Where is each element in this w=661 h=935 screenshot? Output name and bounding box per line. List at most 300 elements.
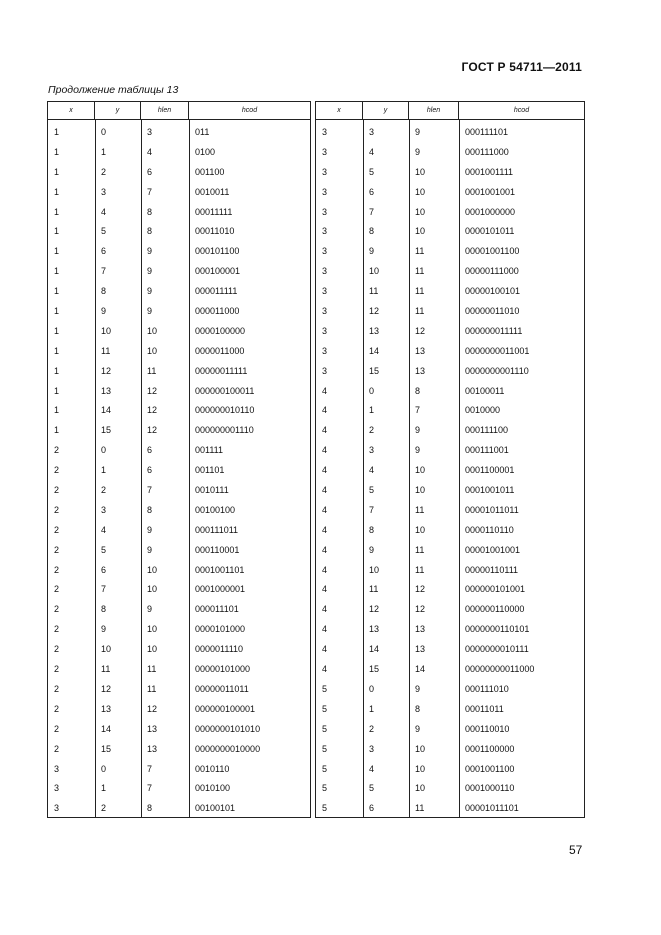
cell-hcod: 00000000011000 <box>465 664 535 675</box>
cell-x: 1 <box>54 186 60 197</box>
cell-hlen: 10 <box>147 325 158 336</box>
table-row <box>316 580 584 600</box>
cell-x: 3 <box>322 246 328 257</box>
cell-hcod: 0001100001 <box>465 465 515 476</box>
cell-hlen: 6 <box>147 465 153 476</box>
table-header-right <box>316 102 584 120</box>
cell-x: 2 <box>54 664 60 675</box>
cell-hlen: 8 <box>415 385 421 396</box>
table-row <box>316 183 584 203</box>
cell-hcod: 0001100000 <box>465 743 515 754</box>
cell-y: 1 <box>369 405 375 416</box>
cell-hcod: 00100101 <box>195 803 236 814</box>
cell-hlen: 11 <box>415 803 425 814</box>
cell-y: 14 <box>101 405 112 416</box>
cell-hcod: 000000001110 <box>195 425 254 436</box>
cell-x: 1 <box>54 266 60 277</box>
cell-x: 2 <box>54 465 60 476</box>
cell-x: 5 <box>322 783 328 794</box>
cell-hcod: 0001000110 <box>465 783 515 794</box>
cell-x: 4 <box>322 624 328 635</box>
cell-hlen: 10 <box>415 783 426 794</box>
cell-y: 0 <box>101 445 107 456</box>
cell-hlen: 8 <box>147 504 153 515</box>
cell-x: 2 <box>54 485 60 496</box>
table-row <box>316 680 584 700</box>
cell-hlen: 10 <box>415 485 426 496</box>
cell-hcod: 0000000010000 <box>195 743 261 754</box>
table-row <box>48 779 310 799</box>
cell-x: 4 <box>322 405 328 416</box>
table-row <box>316 700 584 720</box>
cell-hcod: 00000100101 <box>465 286 521 297</box>
cell-y: 0 <box>101 127 107 137</box>
cell-hcod: 00100100 <box>195 504 236 515</box>
table-row <box>316 421 584 441</box>
cell-hlen: 14 <box>415 664 426 675</box>
cell-hcod: 00001011101 <box>465 803 519 814</box>
cell-hlen: 10 <box>147 644 158 655</box>
cell-x: 1 <box>54 127 60 137</box>
cell-y: 13 <box>369 325 380 336</box>
cell-hcod: 000000110000 <box>465 604 525 615</box>
cell-x: 3 <box>54 763 60 774</box>
cell-hlen: 10 <box>415 226 426 237</box>
cell-hcod: 000000100001 <box>195 703 256 714</box>
table-row <box>48 521 310 541</box>
cell-hlen: 12 <box>147 703 158 714</box>
cell-hcod: 0000000001110 <box>465 365 529 376</box>
cell-hlen: 9 <box>415 723 421 734</box>
cell-x: 1 <box>54 306 60 317</box>
cell-y: 6 <box>369 186 375 197</box>
cell-x: 1 <box>54 146 60 157</box>
table-row <box>48 362 310 382</box>
cell-y: 3 <box>369 445 375 456</box>
cell-hcod: 0010000 <box>465 405 501 416</box>
cell-hlen: 11 <box>415 246 425 257</box>
table-row <box>48 481 310 501</box>
table-row <box>316 600 584 620</box>
cell-hcod: 0010110 <box>195 763 230 774</box>
cell-x: 2 <box>54 584 60 595</box>
cell-x: 2 <box>54 504 60 515</box>
cell-hlen: 10 <box>415 206 426 217</box>
document-standard-title: ГОСТ Р 54711—2011 <box>461 60 582 74</box>
cell-x: 1 <box>54 385 60 396</box>
cell-hcod: 000101100 <box>195 246 240 257</box>
cell-hcod: 00000011010 <box>465 306 520 317</box>
table-row <box>48 203 310 223</box>
table-row <box>316 163 584 183</box>
cell-x: 4 <box>322 564 328 575</box>
cell-y: 4 <box>369 465 375 476</box>
cell-hcod: 000111101 <box>465 127 509 137</box>
cell-hlen: 10 <box>415 465 426 476</box>
cell-hlen: 7 <box>147 485 153 496</box>
cell-x: 4 <box>322 644 328 655</box>
table-row <box>316 640 584 660</box>
cell-hcod: 000111011 <box>195 524 239 535</box>
cell-y: 7 <box>369 504 375 515</box>
cell-hlen: 10 <box>415 524 426 535</box>
cell-x: 1 <box>54 166 60 177</box>
cell-x: 1 <box>54 405 60 416</box>
cell-hlen: 11 <box>147 365 157 376</box>
cell-y: 3 <box>369 127 375 137</box>
table-row <box>316 620 584 640</box>
cell-y: 13 <box>369 624 380 635</box>
table-header-left <box>48 102 310 120</box>
table-row <box>316 203 584 223</box>
cell-y: 4 <box>369 763 375 774</box>
cell-x: 1 <box>54 365 60 376</box>
cell-hcod: 000111001 <box>465 445 509 456</box>
table-row <box>48 640 310 660</box>
cell-x: 5 <box>322 803 328 814</box>
col-header-hcod: hcod <box>241 107 258 114</box>
cell-hcod: 0000011110 <box>195 644 244 655</box>
cell-x: 4 <box>322 445 328 456</box>
cell-hcod: 001111 <box>195 445 224 456</box>
cell-x: 2 <box>54 564 60 575</box>
cell-hcod: 0010100 <box>195 783 231 794</box>
table-row <box>48 700 310 720</box>
cell-x: 3 <box>322 286 328 297</box>
cell-x: 3 <box>322 206 328 217</box>
table-row <box>48 262 310 282</box>
cell-x: 1 <box>54 325 60 336</box>
table-row <box>48 620 310 640</box>
cell-hcod: 00000110111 <box>465 564 519 575</box>
cell-y: 14 <box>369 345 380 356</box>
cell-x: 4 <box>322 504 328 515</box>
cell-hlen: 12 <box>147 405 158 416</box>
cell-x: 5 <box>322 703 328 714</box>
col-header-x: x <box>316 102 363 119</box>
table-row <box>48 123 310 143</box>
cell-hcod: 000000101001 <box>465 584 526 595</box>
cell-y: 8 <box>101 604 107 615</box>
cell-y: 0 <box>369 683 375 694</box>
cell-hlen: 11 <box>415 266 425 277</box>
table-row <box>316 401 584 421</box>
cell-hlen: 10 <box>147 584 158 595</box>
cell-hcod: 00001011011 <box>465 504 519 515</box>
table-row <box>316 322 584 342</box>
table-row <box>48 143 310 163</box>
table-row <box>316 779 584 799</box>
cell-hlen: 8 <box>147 803 153 814</box>
cell-x: 4 <box>322 485 328 496</box>
cell-hcod: 001100 <box>195 166 225 177</box>
cell-y: 15 <box>369 664 380 675</box>
cell-hlen: 11 <box>415 564 425 575</box>
cell-hcod: 0001001111 <box>465 166 514 177</box>
table-row <box>316 541 584 561</box>
table-row <box>48 382 310 402</box>
cell-hcod: 0000000010111 <box>465 644 529 655</box>
cell-hcod: 000111100 <box>465 425 509 436</box>
cell-hlen: 9 <box>147 266 153 277</box>
cell-hlen: 12 <box>415 584 426 595</box>
table-body-right <box>316 123 584 819</box>
table-row <box>48 342 310 362</box>
cell-hlen: 10 <box>147 564 158 575</box>
table-caption: Продолжение таблицы 13 <box>48 84 179 96</box>
table-row <box>48 461 310 481</box>
cell-hlen: 8 <box>147 206 153 217</box>
cell-x: 4 <box>322 385 328 396</box>
cell-y: 12 <box>369 604 380 615</box>
cell-hcod: 00011010 <box>195 226 235 237</box>
cell-hcod: 0001000000 <box>465 206 516 217</box>
cell-x: 1 <box>54 246 60 257</box>
cell-x: 1 <box>54 425 60 436</box>
cell-hlen: 10 <box>415 186 426 197</box>
cell-y: 2 <box>101 166 107 177</box>
cell-x: 4 <box>322 425 328 436</box>
cell-hcod: 0000101000 <box>195 624 246 635</box>
cell-hlen: 10 <box>147 345 158 356</box>
table-body-left <box>48 123 310 819</box>
cell-y: 2 <box>369 425 375 436</box>
table-row <box>48 799 310 819</box>
cell-hlen: 9 <box>147 286 153 297</box>
cell-hcod: 00000111000 <box>465 266 519 277</box>
cell-x: 3 <box>322 306 328 317</box>
cell-x: 5 <box>322 763 328 774</box>
table-row <box>316 760 584 780</box>
cell-y: 15 <box>369 365 380 376</box>
cell-y: 4 <box>101 524 107 535</box>
table-right-panel <box>315 101 585 818</box>
cell-hcod: 000011000 <box>195 306 240 317</box>
cell-hcod: 00100011 <box>465 385 505 396</box>
cell-hlen: 4 <box>147 146 153 157</box>
cell-x: 2 <box>54 743 60 754</box>
cell-hcod: 0000000110101 <box>465 624 530 635</box>
table-row <box>48 600 310 620</box>
cell-y: 6 <box>369 803 375 814</box>
cell-hcod: 000100001 <box>195 266 241 277</box>
cell-hcod: 000011101 <box>195 604 239 615</box>
cell-x: 2 <box>54 544 60 555</box>
cell-x: 4 <box>322 664 328 675</box>
cell-x: 2 <box>54 445 60 456</box>
cell-hcod: 00011011 <box>465 703 504 714</box>
cell-x: 1 <box>54 345 60 356</box>
cell-y: 11 <box>101 664 111 675</box>
cell-y: 4 <box>369 146 375 157</box>
cell-y: 5 <box>369 166 375 177</box>
cell-y: 10 <box>369 266 380 277</box>
cell-x: 2 <box>54 683 60 694</box>
table-row <box>316 501 584 521</box>
cell-hlen: 7 <box>147 763 153 774</box>
cell-y: 7 <box>369 206 375 217</box>
table-row <box>48 282 310 302</box>
cell-y: 1 <box>101 146 107 157</box>
cell-hlen: 10 <box>415 743 426 754</box>
cell-hlen: 10 <box>147 624 158 635</box>
cell-y: 12 <box>101 365 112 376</box>
cell-hlen: 13 <box>415 345 426 356</box>
cell-x: 2 <box>54 703 60 714</box>
table-row <box>48 322 310 342</box>
cell-hcod: 0000100000 <box>195 325 246 336</box>
cell-y: 11 <box>369 584 379 595</box>
cell-y: 1 <box>101 783 107 794</box>
cell-hcod: 0000011000 <box>195 345 245 356</box>
cell-x: 5 <box>322 683 328 694</box>
table-row <box>316 222 584 242</box>
cell-x: 4 <box>322 465 328 476</box>
cell-hlen: 9 <box>415 425 421 436</box>
table-row <box>48 760 310 780</box>
cell-hlen: 6 <box>147 166 153 177</box>
cell-hcod: 0010111 <box>195 485 229 496</box>
table-row <box>48 541 310 561</box>
cell-hlen: 12 <box>415 604 426 615</box>
cell-x: 3 <box>322 186 328 197</box>
cell-hcod: 0001001100 <box>465 763 515 774</box>
cell-hlen: 11 <box>147 664 157 675</box>
cell-x: 3 <box>322 226 328 237</box>
cell-hlen: 13 <box>415 644 426 655</box>
cell-hcod: 0000000101010 <box>195 723 261 734</box>
cell-hlen: 7 <box>147 783 153 794</box>
cell-y: 3 <box>101 186 107 197</box>
cell-y: 8 <box>101 286 107 297</box>
cell-hlen: 12 <box>147 425 158 436</box>
table-row <box>316 799 584 819</box>
cell-x: 2 <box>54 524 60 535</box>
cell-hlen: 9 <box>147 306 153 317</box>
cell-hcod: 00001001100 <box>465 246 520 257</box>
table-row <box>48 163 310 183</box>
cell-x: 3 <box>322 127 328 137</box>
table-row <box>316 282 584 302</box>
cell-hcod: 0010011 <box>195 186 230 197</box>
cell-y: 1 <box>369 703 375 714</box>
cell-x: 4 <box>322 524 328 535</box>
table-row <box>316 362 584 382</box>
cell-hlen: 12 <box>147 385 158 396</box>
cell-y: 1 <box>101 465 107 476</box>
cell-y: 15 <box>101 425 112 436</box>
cell-hlen: 11 <box>415 544 425 555</box>
cell-hlen: 7 <box>147 186 153 197</box>
cell-hcod: 0000101011 <box>465 226 515 237</box>
table-row <box>316 481 584 501</box>
cell-hlen: 9 <box>415 445 421 456</box>
cell-y: 3 <box>369 743 375 754</box>
cell-hcod: 000000100011 <box>195 385 255 396</box>
table-row <box>316 262 584 282</box>
cell-hcod: 0001001101 <box>195 564 245 575</box>
cell-hcod: 000011111 <box>195 286 238 297</box>
table-row <box>48 680 310 700</box>
cell-hlen: 12 <box>415 325 426 336</box>
cell-x: 3 <box>322 266 328 277</box>
cell-x: 2 <box>54 604 60 615</box>
cell-hlen: 8 <box>415 703 421 714</box>
table-row <box>48 183 310 203</box>
cell-y: 4 <box>101 206 107 217</box>
table-row <box>316 123 584 143</box>
cell-hcod: 00001001001 <box>465 544 521 555</box>
cell-y: 10 <box>101 325 112 336</box>
cell-hlen: 11 <box>147 683 157 694</box>
cell-y: 15 <box>101 743 112 754</box>
cell-y: 7 <box>101 266 107 277</box>
cell-y: 12 <box>101 683 112 694</box>
table-row <box>48 501 310 521</box>
cell-hlen: 6 <box>147 445 153 456</box>
cell-x: 3 <box>322 325 328 336</box>
table-row <box>48 222 310 242</box>
cell-x: 2 <box>54 723 60 734</box>
cell-hcod: 0001001011 <box>465 485 515 496</box>
table-left-panel <box>47 101 311 818</box>
cell-y: 2 <box>101 803 107 814</box>
cell-hlen: 9 <box>147 246 153 257</box>
cell-x: 5 <box>322 743 328 754</box>
cell-hcod: 00000101000 <box>195 664 251 675</box>
table-row <box>316 342 584 362</box>
table-row <box>316 143 584 163</box>
cell-y: 5 <box>369 783 375 794</box>
cell-hlen: 11 <box>415 286 425 297</box>
cell-hcod: 000000011111 <box>465 325 523 336</box>
cell-y: 11 <box>101 345 111 356</box>
cell-hcod: 00000011011 <box>195 683 249 694</box>
cell-y: 3 <box>101 504 107 515</box>
cell-hcod: 000110001 <box>195 544 240 555</box>
table-row <box>48 561 310 581</box>
cell-hlen: 10 <box>415 166 426 177</box>
cell-x: 2 <box>54 624 60 635</box>
table-row <box>48 580 310 600</box>
cell-hlen: 8 <box>147 226 153 237</box>
col-header-x: x <box>48 102 95 119</box>
cell-hlen: 9 <box>415 127 421 137</box>
cell-hcod: 000111010 <box>465 683 509 694</box>
table-row <box>48 302 310 322</box>
cell-hlen: 13 <box>147 723 158 734</box>
col-header-y: y <box>95 102 141 119</box>
cell-hlen: 9 <box>147 544 153 555</box>
cell-hlen: 3 <box>147 127 153 137</box>
table-row <box>48 441 310 461</box>
cell-y: 0 <box>101 763 107 774</box>
cell-x: 3 <box>322 146 328 157</box>
cell-y: 2 <box>101 485 107 496</box>
cell-hcod: 00011111 <box>195 206 233 217</box>
cell-hcod: 0001000001 <box>195 584 246 595</box>
table-row <box>316 561 584 581</box>
table-row <box>316 740 584 760</box>
cell-hlen: 11 <box>415 306 425 317</box>
cell-hlen: 13 <box>415 624 426 635</box>
cell-hlen: 13 <box>147 743 158 754</box>
cell-y: 13 <box>101 703 112 714</box>
cell-hlen: 11 <box>415 504 425 515</box>
cell-hlen: 10 <box>415 763 426 774</box>
table-row <box>316 720 584 740</box>
cell-y: 14 <box>369 644 380 655</box>
